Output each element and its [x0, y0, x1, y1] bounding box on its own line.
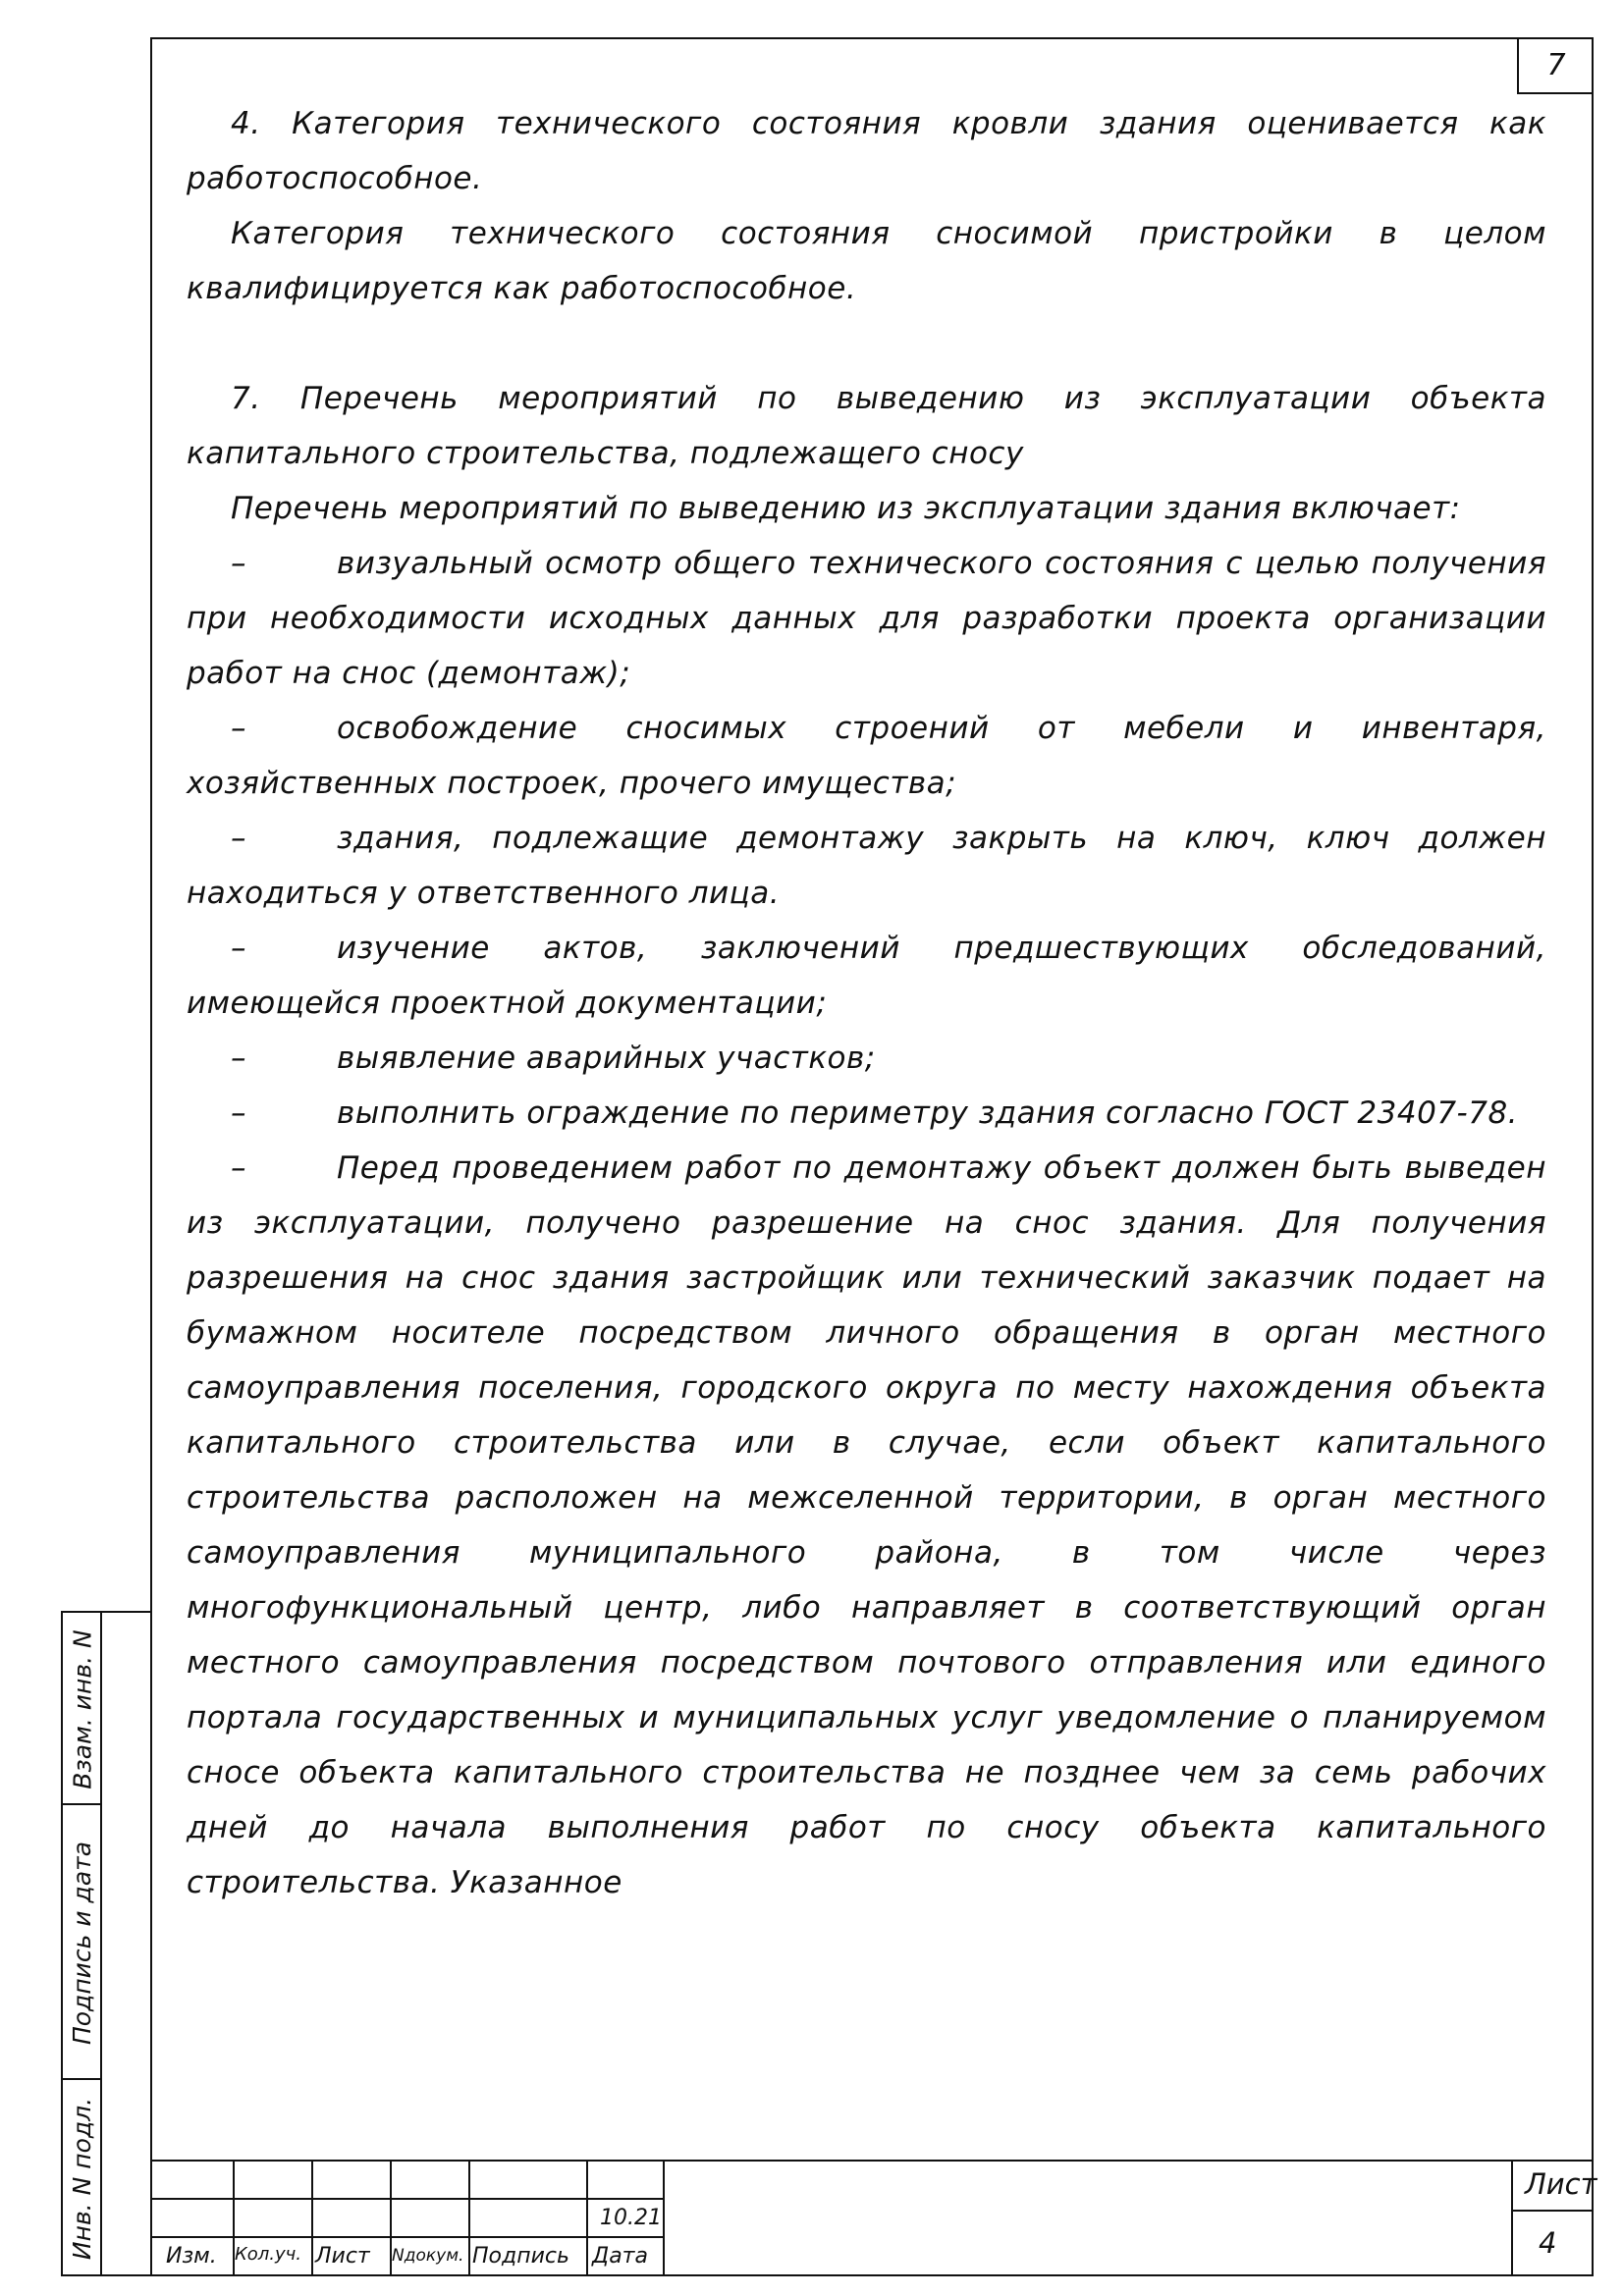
list-item-text: выполнить ограждение по периметру здания согласно ГОСТ 23407-78.	[337, 1095, 1519, 1131]
tb-kol: Кол.уч.	[235, 2244, 302, 2265]
page-number-box	[1517, 37, 1594, 94]
tb-izm: Изм.	[166, 2244, 217, 2269]
paragraph: Перечень мероприятий по выведению из эксплуатации здания включает:	[231, 491, 1461, 526]
side-stamp	[61, 1611, 152, 2276]
tb-date-value: 10.21	[600, 2206, 662, 2230]
list-item-text: изучение актов, заключений предшествующих обследований, имеющейся проектной документации;	[187, 931, 1546, 1021]
list-dash: –	[231, 1150, 246, 1186]
list-dash: –	[231, 546, 246, 581]
side-label-inv: Инв. N подл.	[68, 2097, 97, 2260]
tb-list: Лист	[315, 2244, 370, 2269]
list-item-text: визуальный осмотр общего технического состояния с целью получения при необходимости исходных данных для разработки проекта организации работ на снос (демонтаж);	[187, 546, 1546, 691]
side-label-podpis: Подпись и дата	[68, 1841, 97, 2045]
page-number: 7	[1546, 47, 1566, 82]
paragraph: Категория технического состояния сносимой пристройки в целом квалифицируется как работоспособное.	[187, 216, 1546, 306]
side-label-vzam: Взам. инв. N	[68, 1629, 97, 1789]
tb-sheet-label: Лист	[1525, 2167, 1597, 2201]
list-dash: –	[231, 711, 246, 746]
list-dash: –	[231, 1041, 246, 1076]
list-dash: –	[231, 931, 246, 966]
tb-podpis: Подпись	[472, 2244, 569, 2269]
list-item-text: освобождение сносимых строений от мебели и инвентаря, хозяйственных построек, прочего имущества;	[187, 711, 1546, 801]
list-dash: –	[231, 821, 246, 856]
list-item	[187, 1086, 1546, 1141]
title-block	[152, 2160, 1597, 2274]
list-item	[187, 1031, 1546, 1086]
document-body	[187, 96, 1546, 1910]
tb-ndok: Nдокум.	[392, 2246, 464, 2266]
list-item-text: Перед проведением работ по демонтажу объект должен быть выведен из эксплуатации, получено разрешение на снос здания. Для получения разрешения на снос здания застройщик или технический заказчик подает на бумажном носителе посредством личного обращения в орган местного самоуправления поселения, городского округа по месту нахождения объекта капитального строительства или в случае, если объект капитального строительства расположен на межселенной территории, в орган местного самоуправления муниципального района, в том числе через многофункциональный центр, либо направляет в соответствующий орган местного самоуправления посредством почтового отправления или единого портала государственных и муниципальных услуг уведомление о планируемом сносе объекта капитального строительства не позднее чем за семь рабочих дней до начала выполнения работ по сносу объекта капитального строительства. Указанное	[187, 1150, 1546, 1900]
list-dash: –	[231, 1095, 246, 1131]
list-item-text: здания, подлежащие демонтажу закрыть на ключ, ключ должен находиться у ответственного лица.	[187, 821, 1546, 911]
list-item	[187, 811, 1546, 921]
list-item	[187, 701, 1546, 811]
paragraph: 4. Категория технического состояния кровли здания оценивается как работоспособное.	[187, 106, 1546, 196]
list-item	[187, 921, 1546, 1031]
list-item-text: выявление аварийных участков;	[337, 1041, 876, 1076]
list-item	[187, 536, 1546, 701]
tb-data: Дата	[592, 2244, 648, 2269]
tb-sheet-number: 4	[1539, 2226, 1557, 2260]
paragraph: 7. Перечень мероприятий по выведению из эксплуатации объекта капитального строительства, подлежащего сносу	[187, 381, 1546, 471]
list-item	[187, 1141, 1546, 1910]
